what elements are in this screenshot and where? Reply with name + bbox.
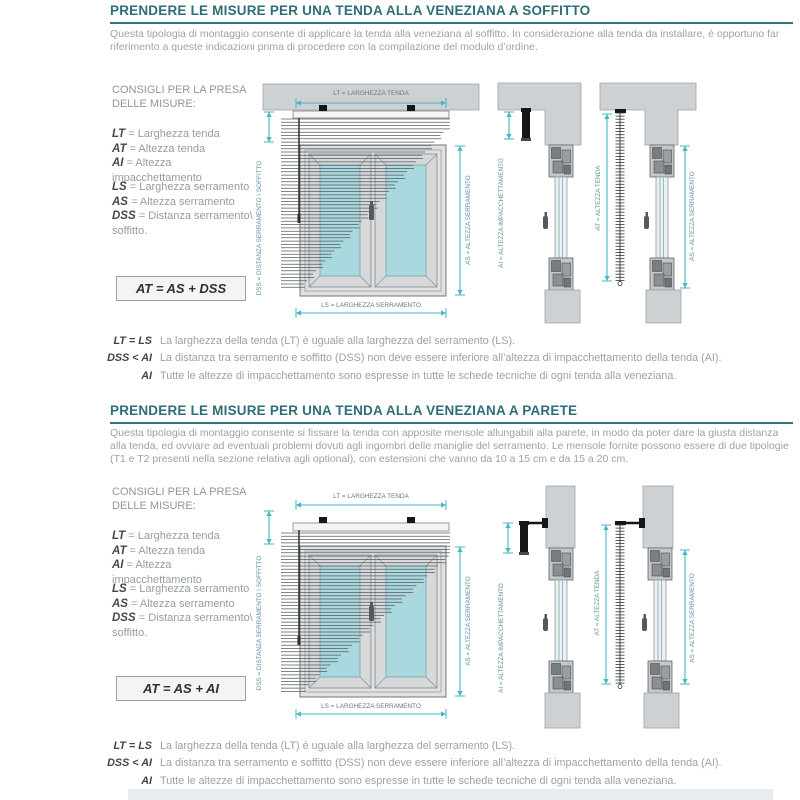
wall-above [546, 486, 575, 548]
label-lt: LT = LARGHEZZA TENDA [333, 493, 409, 500]
note-text: Tutte le altezze di impacchettamento sono espresse in tutte le schede tecniche di ogni tenda alla veneziana. [160, 775, 677, 787]
label-ls: LS = LARGHEZZA SERRAMENTO [321, 302, 421, 309]
label-ai: AI = ALTEZZA IMPACCHETTAMENTO [498, 158, 505, 268]
note-text: La larghezza della tenda (LT) è uguale alla larghezza del serramento (LS). [160, 740, 516, 752]
legend-group-tenda [112, 127, 262, 185]
packed-blind [521, 108, 531, 141]
formula-text: AT = AS + AI [142, 681, 220, 696]
window-profile [644, 145, 674, 290]
label-ai: AI = ALTEZZA IMPACCHETTAMENTO [498, 583, 505, 693]
legend-item-at: AT = Altezza tenda [112, 544, 206, 557]
profile-handle [642, 618, 647, 631]
extended-blind [616, 113, 625, 286]
blind-bracket [615, 109, 626, 113]
as-arrow [455, 146, 465, 295]
window-profile [543, 145, 573, 290]
note-label: DSS < AI [107, 757, 152, 769]
profile-handle [644, 216, 649, 229]
cross-section-packed-parete [497, 478, 589, 730]
label-at: AT = ALTEZZA TENDA [594, 570, 601, 636]
window-profile [642, 548, 672, 693]
note-text: La distanza tra serramento e soffitto (DSS) non deve essere inferiore all’altezza di impacchettamento della tenda (AI). [160, 352, 722, 364]
label-ls: LS = LARGHEZZA SERRAMENTO [321, 703, 421, 710]
legend-item-at: AT = Altezza tenda [112, 142, 206, 155]
legend-item-lt: LT = Larghezza tenda [112, 530, 220, 542]
window [300, 546, 446, 697]
legend-item-dss: DSS = Distanza serramento\ soffitto. [112, 612, 253, 639]
headrail [293, 517, 449, 531]
front-diagram-parete [253, 478, 498, 730]
ai-arrow [503, 523, 513, 553]
note-text: Tutte le altezze di impacchettamento sono espresse in tutte le schede tecniche di ogni tenda alla veneziana. [160, 370, 677, 382]
wall-below [646, 290, 681, 323]
note-label: AI [141, 370, 152, 382]
label-as: AS = ALTEZZA SERRAMENTO [465, 175, 472, 265]
ceiling-bar [263, 84, 479, 110]
label-dss: DSS = DISTANZA SERRAMENTO \ SOFFITTO [256, 160, 263, 296]
window [300, 145, 446, 296]
ceiling-wall [600, 83, 696, 145]
legend-item-ls: LS = Larghezza serramento [112, 181, 250, 193]
note-label: DSS < AI [107, 352, 152, 364]
advice-heading: CONSIGLI PER LA PRESA DELLE MISURE: [112, 486, 246, 512]
dss-arrow [264, 112, 274, 142]
note-row [100, 757, 722, 770]
legend-item-ls: LS = Larghezza serramento [112, 583, 250, 595]
packed-blind [519, 525, 529, 555]
legend-item-lt: LT = Larghezza tenda [112, 128, 220, 140]
dss-arrow [264, 511, 274, 544]
footer-strip [128, 789, 773, 800]
front-diagram-soffitto [253, 78, 498, 323]
label-lt: LT = LARGHEZZA TENDA [333, 90, 409, 97]
legend-item-as: AS = Altezza serramento [112, 195, 235, 208]
wall-below [545, 290, 580, 323]
extended-blind [616, 525, 625, 689]
label-as: AS = ALTEZZA SERRAMENTO [465, 576, 472, 666]
label-as: AS = ALTEZZA SERRAMENTO [689, 171, 696, 261]
ai-arrow [504, 112, 514, 139]
note-row [100, 775, 676, 788]
section-title: PRENDERE LE MISURE PER UNA TENDA ALLA VENEZIANA A SOFFITTO [110, 3, 793, 24]
label-dss: DSS = DISTANZA SERRAMENTO \ SOFFITTO [256, 555, 263, 691]
formula-box [116, 276, 246, 301]
wall-above [643, 486, 673, 548]
section-title: PRENDERE LE MISURE PER UNA TENDA ALLA VENEZIANA A PARETE [110, 403, 793, 424]
profile-handle [543, 216, 548, 229]
legend-item-as: AS = Altezza serramento [112, 597, 235, 610]
legend-item-ai: AI = Altezza impacchettamento [112, 157, 202, 184]
at-arrow [601, 525, 611, 684]
section-intro: Questa tipologia di montaggio consente si fissare la tenda con apposite mensole allungabili alla parete, in modo da poter dare la giusta distanza alla tenda, ed ovviare ad eventuali problemi dovuti agli ingombri delle maniglie del serramento. Le mensole fornite possono essere di due tipologie (T1 e T2 presenti nella sezione relativa agli optional), con estensioni che vanno da 10 a 15 cm e da 15 a 20 cm. [110, 427, 789, 466]
legend-group-serramento [112, 180, 262, 238]
legend-item-dss: DSS = Distanza serramento\ soffitto. [112, 210, 253, 237]
ls-arrow [296, 308, 446, 318]
note-row [100, 335, 515, 348]
note-row [100, 370, 676, 383]
label-as: AS = ALTEZZA SERRAMENTO [689, 573, 696, 663]
note-row [100, 740, 515, 753]
formula-box [116, 676, 246, 701]
advice-heading: CONSIGLI PER LA PRESA DELLE MISURE: [112, 84, 246, 110]
legend-group-tenda [112, 529, 262, 587]
profile-handle [543, 618, 548, 631]
legend-group-serramento [112, 582, 262, 640]
note-label: LT = LS [113, 740, 152, 752]
window-handle [369, 205, 374, 220]
cross-section-extended-soffitto [590, 78, 708, 325]
window-profile [543, 548, 573, 693]
label-at: AT = ALTEZZA TENDA [595, 165, 602, 231]
legend-item-ai: AI = Altezza impacchettamento [112, 559, 202, 586]
as-arrow [455, 547, 465, 696]
wall-below [545, 693, 580, 728]
cross-section-packed-soffitto [497, 78, 589, 325]
note-label: AI [141, 775, 152, 787]
note-label: LT = LS [113, 335, 152, 347]
note-text: La larghezza della tenda (LT) è uguale alla larghezza del serramento (LS). [160, 335, 516, 347]
lt-arrow [296, 500, 446, 510]
formula-text: AT = AS + DSS [135, 281, 227, 296]
note-text: La distanza tra serramento e soffitto (DSS) non deve essere inferiore all’altezza di impacchettamento della tenda (AI). [160, 757, 722, 769]
cross-section-extended-parete [590, 478, 708, 730]
note-row [100, 352, 722, 365]
wall-below [644, 693, 679, 728]
section-intro: Questa tipologia di montaggio consente di applicare la tenda alla veneziana al soffitto. In considerazione alla tenda da installare, è opportuno far riferimento a queste indicazioni prima di procedere con la compilazione del modulo d’ordine. [110, 28, 780, 54]
ls-arrow [296, 709, 446, 719]
at-arrow [602, 114, 612, 281]
